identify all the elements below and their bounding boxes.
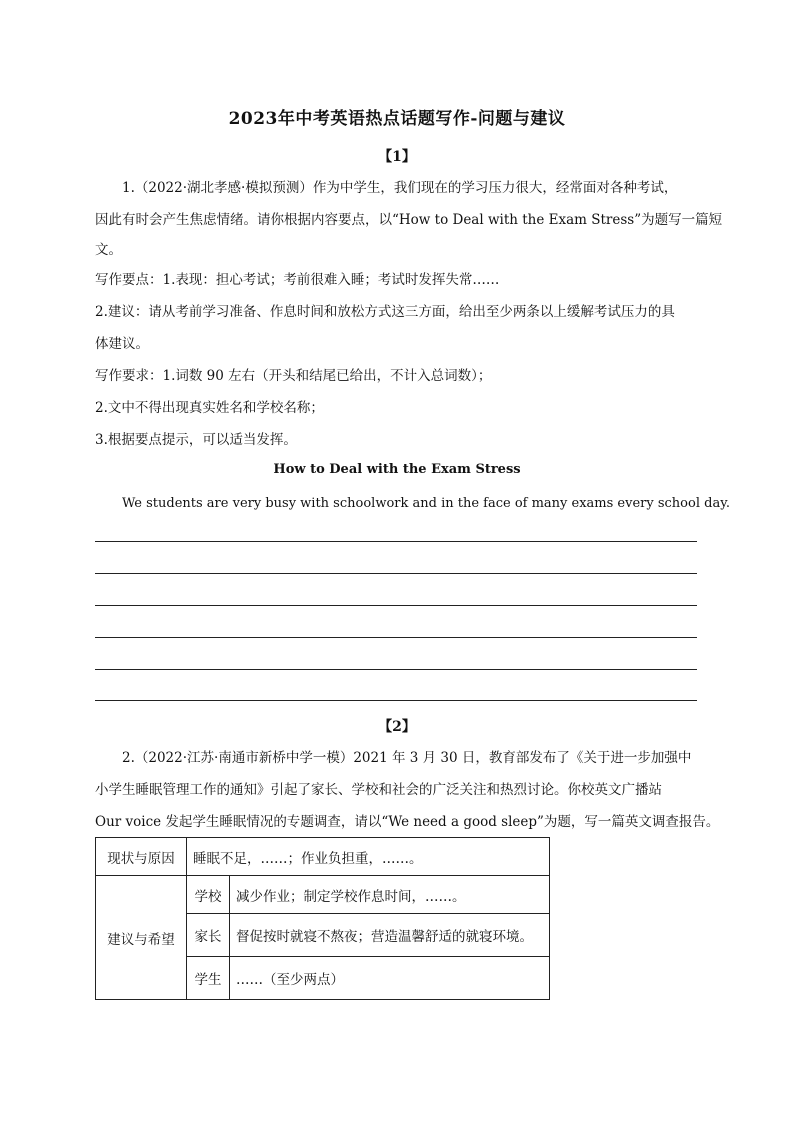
essay-title: How to Deal with the Exam Stress bbox=[273, 462, 521, 477]
q2-intro-line-2: 小学生睡眠管理工作的通知》引起了家长、学校和社会的广泛关注和热烈讨论。你校英文广播站 bbox=[95, 782, 662, 798]
answer-line bbox=[95, 669, 697, 670]
student-label: 学生 bbox=[187, 957, 230, 1000]
section-2-label: 【2】 bbox=[378, 719, 416, 735]
survey-table bbox=[95, 837, 550, 1000]
q1-requirement-2: 2.文中不得出现真实姓名和学校名称； bbox=[95, 400, 324, 416]
parent-content: 督促按时就寝不熬夜；营造温馨舒适的就寝环境。 bbox=[230, 914, 550, 957]
status-cause-header: 现状与原因 bbox=[96, 838, 187, 876]
q1-requirement-3: 3.根据要点提示，可以适当发挥。 bbox=[95, 432, 297, 448]
q1-intro-line-1: 1.（2022·湖北孝感·模拟预测）作为中学生，我们现在的学习压力很大，经常面对各种考试， bbox=[122, 180, 678, 196]
q2-intro-line-3: Our voice 发起学生睡眠情况的专题调查，请以“We need a good sleep”为题，写一篇英文调查报告。 bbox=[95, 814, 720, 830]
answer-line bbox=[95, 637, 697, 638]
essay-opening: We students are very busy with schoolwork and in the face of many exams every school day. bbox=[122, 496, 730, 511]
answer-line bbox=[95, 605, 697, 606]
page-title: 2023年中考英语热点话题写作-问题与建议 bbox=[228, 109, 566, 129]
school-content: 减少作业；制定学校作息时间，……。 bbox=[230, 876, 550, 914]
answer-line bbox=[95, 541, 697, 542]
student-content: ……（至少两点） bbox=[230, 957, 550, 1000]
status-cause-content: 睡眠不足，……；作业负担重，……。 bbox=[187, 838, 550, 876]
q1-intro-line-2: 因此有时会产生焦虑情绪。请你根据内容要点，以“How to Deal with the Exam Stress”为题写一篇短 bbox=[95, 212, 723, 228]
q1-writing-points: 写作要点：1.表现：担心考试；考前很难入睡；考试时发挥失常…… bbox=[95, 272, 500, 288]
parent-label: 家长 bbox=[187, 914, 230, 957]
table-row bbox=[96, 876, 550, 914]
q1-intro-line-3: 文。 bbox=[95, 242, 122, 258]
q1-suggestion-line-2: 体建议。 bbox=[95, 336, 149, 352]
section-1-label: 【1】 bbox=[378, 149, 416, 165]
suggestion-header: 建议与希望 bbox=[96, 876, 187, 1000]
q1-suggestion-line-1: 2.建议：请从考前学习准备、作息时间和放松方式这三方面，给出至少两条以上缓解考试压力的具 bbox=[95, 304, 675, 320]
answer-line bbox=[95, 700, 697, 701]
table-row bbox=[96, 838, 550, 876]
answer-line bbox=[95, 573, 697, 574]
q2-intro-line-1: 2.（2022·江苏·南通市新桥中学一模）2021 年 3 月 30 日，教育部发布了《关于进一步加强中 bbox=[122, 750, 692, 766]
school-label: 学校 bbox=[187, 876, 230, 914]
q1-requirement-1: 写作要求：1.词数 90 左右（开头和结尾已给出，不计入总词数）； bbox=[95, 368, 492, 384]
